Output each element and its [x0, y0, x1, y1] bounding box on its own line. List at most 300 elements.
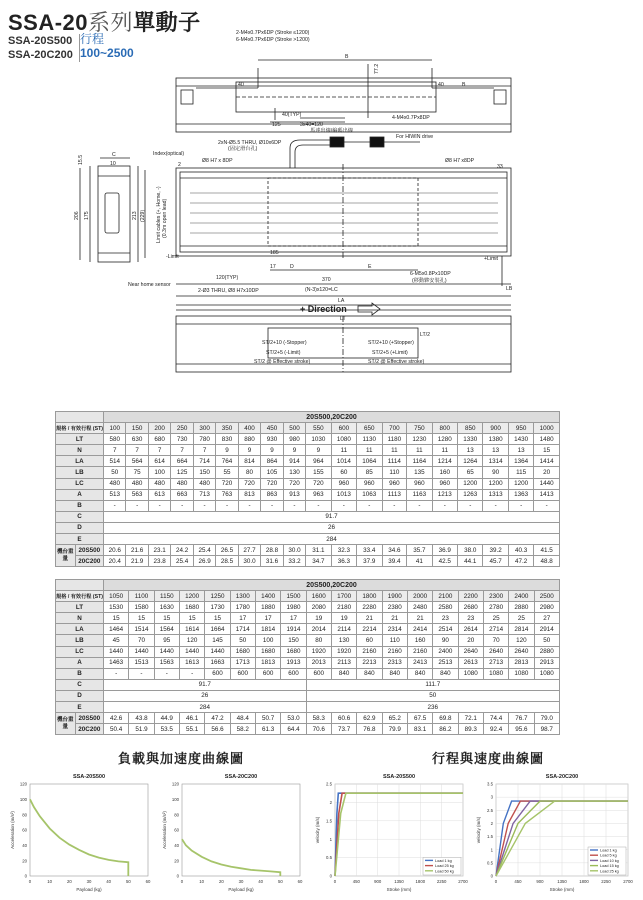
load-accel-title: 負載與加速度曲線圖	[118, 751, 245, 766]
table-cell: -	[483, 500, 508, 511]
table-row	[56, 467, 560, 478]
table-row	[56, 613, 560, 624]
m5-note-2: (移動夥安裝孔)	[412, 278, 447, 284]
table-cell: 11	[407, 445, 432, 456]
st-eff-minus: ST/2 @ Effective stroke)	[254, 359, 311, 365]
merged-cell-left: 91.7	[103, 679, 306, 690]
table-cell: 1413	[534, 489, 560, 500]
table-row	[56, 434, 560, 445]
table-cell: 15	[103, 613, 128, 624]
table-cell: 840	[331, 668, 356, 679]
table-cell: 913	[283, 489, 305, 500]
near-home-sensor-label: Near home sensor	[128, 282, 171, 288]
h7-right-note: Ø8 H7 x8DP	[445, 158, 475, 164]
table-row	[56, 657, 560, 668]
table-cell: 764	[216, 456, 238, 467]
table-cell: 23	[433, 613, 458, 624]
merged-cell: 91.7	[103, 511, 559, 522]
table-cell: 2213	[357, 657, 382, 668]
table-header-row	[56, 591, 560, 602]
table-cell: 60	[357, 635, 382, 646]
stroke-header-cell: 1900	[382, 591, 407, 602]
table-cell: -	[407, 500, 432, 511]
table-cell: 13	[483, 445, 508, 456]
x-tick-label: 20	[218, 879, 224, 884]
y-tick-label: 100	[19, 796, 27, 802]
y-axis-label: Acceleration (m/s²)	[10, 811, 15, 849]
table-cell: 21	[382, 613, 407, 624]
limit-cables-1: Limit cables (+, Home, -)	[156, 186, 162, 243]
table-cell: 15	[154, 613, 179, 624]
table-cell: 564	[126, 456, 148, 467]
row-label: E	[56, 534, 104, 545]
row-label: LA	[56, 456, 104, 467]
stroke-speed-title: 行程與速度曲線圖	[432, 751, 545, 766]
table-cell: 780	[193, 434, 215, 445]
x-tick-label: 1800	[415, 879, 426, 884]
table-cell: 680	[148, 434, 170, 445]
table-cell: 79.9	[382, 724, 407, 735]
table-cell: 830	[216, 434, 238, 445]
x-tick-label: 900	[374, 879, 382, 884]
table-cell: 1440	[534, 478, 560, 489]
dim-206: 206	[74, 211, 80, 220]
x-tick-label: 0	[333, 879, 337, 884]
y-tick-label: 2.5	[326, 781, 332, 787]
legend-entry: Load 5 kg	[600, 853, 617, 858]
table-cell: 2280	[357, 602, 382, 613]
table-cell: 2713	[483, 657, 508, 668]
y-tick-label: 40	[174, 842, 179, 848]
table-cell: 83.1	[407, 724, 432, 735]
table-cell: 1440	[179, 646, 204, 657]
table-cell: 11	[331, 445, 356, 456]
table-cell: 960	[407, 478, 432, 489]
table-cell: 80	[238, 467, 260, 478]
table-cell: 2013	[306, 657, 331, 668]
table-cell: 1630	[154, 602, 179, 613]
table-cell: 36.9	[432, 545, 457, 556]
table-cell: 56.6	[205, 724, 230, 735]
x-tick-label: 1350	[557, 879, 567, 884]
stroke-header-cell: 950	[508, 423, 533, 434]
table-cell: 160	[432, 467, 457, 478]
dim-40-right: 40	[438, 82, 444, 88]
table-cell: 1064	[357, 456, 382, 467]
table-cell: 2180	[331, 602, 356, 613]
table-cell: 35.7	[407, 545, 432, 556]
x-tick-label: 20	[66, 879, 72, 884]
table-cell: 65	[458, 467, 483, 478]
table-caption-row	[56, 412, 560, 423]
table-cell: 72.1	[458, 713, 483, 724]
table-cell: 2114	[331, 624, 356, 635]
table-cell: 1380	[483, 434, 508, 445]
table-cell: 17	[230, 613, 255, 624]
table-cell: 50	[534, 635, 559, 646]
table-cell: 614	[148, 456, 170, 467]
chart-title: SSA-20C200	[224, 774, 258, 780]
legend-entry: Load 15 kg	[600, 864, 619, 869]
row-label: LT	[56, 602, 104, 613]
table-cell: 1200	[483, 478, 508, 489]
stroke-header-cell: 1500	[281, 591, 306, 602]
stroke-header-cell: 2400	[509, 591, 534, 602]
stroke-header-cell: 1400	[255, 591, 280, 602]
table-cell: 1440	[103, 646, 128, 657]
table-cell: 67.5	[407, 713, 432, 724]
table-cell: 79.0	[534, 713, 559, 724]
table-cell: 9	[306, 445, 331, 456]
table-row	[56, 724, 560, 735]
table-cell: 814	[238, 456, 260, 467]
table-cell: 24.2	[171, 545, 193, 556]
table-cell: 45.7	[483, 556, 508, 567]
x-tick-label: 1350	[394, 879, 404, 884]
stroke-header-cell: 150	[126, 423, 148, 434]
caption-spacer	[56, 580, 104, 591]
table-cell: 563	[126, 489, 148, 500]
table-cell: 1680	[281, 646, 306, 657]
table-cell: 963	[306, 489, 331, 500]
stroke-header-cell: 1800	[357, 591, 382, 602]
stroke-header-cell: 550	[306, 423, 331, 434]
stroke-header-cell: 750	[407, 423, 432, 434]
table-cell: 1263	[458, 489, 483, 500]
table-cell: 2980	[534, 602, 559, 613]
dim-213: 213	[132, 211, 138, 220]
table-cell: -	[171, 500, 193, 511]
table-cell: 69.8	[433, 713, 458, 724]
table-cell: 25	[483, 613, 508, 624]
row-label: D	[56, 690, 104, 701]
table-cell: 28.8	[261, 545, 283, 556]
table-cell: 1013	[331, 489, 356, 500]
y-tick-label: 0	[490, 873, 493, 879]
table-cell: 2914	[534, 624, 559, 635]
table-row	[56, 690, 560, 701]
spec-table-2	[55, 579, 560, 735]
table-cell: 31.1	[306, 545, 331, 556]
table-cell: 39.4	[382, 556, 407, 567]
weight-model-label: 20S500	[75, 713, 103, 724]
table-cell: 30.0	[238, 556, 260, 567]
table-cell: 1414	[534, 456, 560, 467]
table-cell: 600	[255, 668, 280, 679]
table-cell: 480	[148, 478, 170, 489]
table-cell: -	[261, 500, 283, 511]
table-cell: 2580	[433, 602, 458, 613]
table-cell: 1313	[483, 489, 508, 500]
table-cell: 21	[357, 613, 382, 624]
technical-drawing	[0, 28, 643, 393]
series-name: SSA-20	[8, 10, 89, 35]
table-cell: 730	[171, 434, 193, 445]
table-cell: 120	[509, 635, 534, 646]
row-label: C	[56, 511, 104, 522]
table-cell: 2413	[407, 657, 432, 668]
y-tick-label: 1	[490, 847, 493, 853]
table-cell: 813	[238, 489, 260, 500]
x-tick-label: 900	[536, 879, 544, 884]
y-tick-label: 2	[490, 821, 493, 827]
table-cell: 90	[483, 467, 508, 478]
table-cell: -	[306, 500, 331, 511]
limit-cables-2: (0.3m open lead)	[162, 198, 168, 238]
table-cell: 62.9	[357, 713, 382, 724]
table-cell: 13	[458, 445, 483, 456]
table-cell: 2313	[382, 657, 407, 668]
table-cell: 880	[238, 434, 260, 445]
table-cell: 1113	[382, 489, 407, 500]
st-limit-minus: ST/2+5 (-Limit)	[266, 350, 301, 356]
table-cell: 1114	[382, 456, 407, 467]
x-tick-label: 2700	[458, 879, 468, 884]
table-cell: 1200	[458, 478, 483, 489]
table-cell: 50.4	[103, 724, 128, 735]
table-cell: 914	[283, 456, 305, 467]
dim-15-5: 15.5	[78, 154, 84, 165]
table-cell: -	[103, 500, 125, 511]
y-tick-label: 20	[22, 858, 27, 864]
table-cell: 1713	[230, 657, 255, 668]
table-cell: -	[458, 500, 483, 511]
x-tick-label: 10	[47, 879, 53, 884]
table-cell: 40.3	[508, 545, 533, 556]
y-tick-label: 100	[171, 796, 179, 802]
stroke-header-cell: 300	[193, 423, 215, 434]
dim-120-typ: 120(TYP)	[216, 275, 239, 281]
table-cell: 19	[306, 613, 331, 624]
row-label: D	[56, 522, 104, 533]
table-cell: 2640	[458, 646, 483, 657]
table-cell: 1214	[432, 456, 457, 467]
table-cell: 13	[508, 445, 533, 456]
stroke-header-cell: 700	[382, 423, 407, 434]
table-cell: 1614	[179, 624, 204, 635]
y-axis-label: Acceleration (m/s²)	[162, 811, 167, 849]
table-cell: 47.2	[508, 556, 533, 567]
table-cell: 840	[433, 668, 458, 679]
table-cell: 70.6	[306, 724, 331, 735]
table-cell: 1680	[230, 646, 255, 657]
table-cell: 15	[129, 613, 154, 624]
table-cell: 2514	[433, 624, 458, 635]
table-cell: 1814	[255, 624, 280, 635]
weight-model-label: 20S500	[75, 545, 103, 556]
stroke-label: 行程	[80, 32, 105, 46]
table-cell: 41	[407, 556, 432, 567]
table-cell: 2414	[407, 624, 432, 635]
table-cell: 19	[331, 613, 356, 624]
y-tick-label: 2.5	[487, 807, 493, 813]
table-cell: 2513	[433, 657, 458, 668]
table-cell: 25.4	[171, 556, 193, 567]
table-cell: 1314	[483, 456, 508, 467]
table-cell: 1813	[255, 657, 280, 668]
table-cell: 26.5	[216, 545, 238, 556]
table-cell: 1080	[331, 434, 356, 445]
table-cell: 864	[261, 456, 283, 467]
stroke-header-cell: 200	[148, 423, 170, 434]
x-tick-label: 30	[238, 879, 244, 884]
table-cell: -	[126, 500, 148, 511]
table-cell: 1163	[407, 489, 432, 500]
table-cell: 92.4	[483, 724, 508, 735]
table-cell: 21	[407, 613, 432, 624]
merged-cell-right: 236	[306, 702, 559, 713]
legend-entry: Load 50 kg	[435, 869, 454, 874]
table-cell: 86.2	[433, 724, 458, 735]
y-tick-label: 0	[176, 873, 179, 879]
table-cell: -	[357, 500, 382, 511]
table-cell: 27	[534, 613, 559, 624]
table-cell: 15	[205, 613, 230, 624]
table-cell: -	[193, 500, 215, 511]
table-cell: 2813	[509, 657, 534, 668]
merged-cell: 284	[103, 534, 559, 545]
dim-40-left: 40	[238, 82, 244, 88]
table-cell: -	[216, 500, 238, 511]
stroke-header-cell: 1150	[154, 591, 179, 602]
stroke-header-cell: 1250	[205, 591, 230, 602]
series-line	[182, 839, 280, 876]
table-cell: 1613	[179, 657, 204, 668]
table-cell: -	[129, 668, 154, 679]
table-cell: 2614	[458, 624, 483, 635]
table-row	[56, 602, 560, 613]
dim-185: 185	[270, 250, 279, 256]
table-cell: 20	[458, 635, 483, 646]
x-tick-label: 50	[277, 879, 283, 884]
table-cell: 32.3	[331, 545, 356, 556]
stroke-header-cell: 2100	[433, 591, 458, 602]
table-cell: 960	[432, 478, 457, 489]
table-cell: 1180	[382, 434, 407, 445]
table-cell: 11	[357, 445, 382, 456]
table-cell: 720	[306, 478, 331, 489]
top-callout-2: 6-M4x0.7Px6DP (Stroke >1200)	[236, 37, 310, 43]
table-row	[56, 545, 560, 556]
table-cell: 75	[126, 467, 148, 478]
table-cell: 1680	[179, 602, 204, 613]
y-tick-label: 0.5	[487, 860, 493, 866]
dim-la: LA	[338, 298, 345, 304]
table-cell: 23.1	[148, 545, 170, 556]
y-tick-label: 1.5	[487, 834, 493, 840]
row-label: C	[56, 679, 104, 690]
weight-group-label: 機台重量	[56, 713, 76, 735]
table-cell: 58.3	[306, 713, 331, 724]
table-cell: 9	[261, 445, 283, 456]
y-tick-label: 3.5	[487, 781, 493, 787]
dim-33: 33	[497, 164, 503, 170]
x-axis-label: Payload (kg)	[76, 887, 102, 892]
y-tick-label: 120	[19, 781, 27, 787]
table-cell: 1714	[230, 624, 255, 635]
table-cell: 1780	[230, 602, 255, 613]
table-cell: 23.8	[148, 556, 170, 567]
table-cell: -	[103, 668, 128, 679]
y-tick-label: 80	[22, 812, 27, 818]
table-cell: 135	[407, 467, 432, 478]
table-cell: 1014	[331, 456, 356, 467]
table-cell: 2080	[306, 602, 331, 613]
dim-229: (229)	[140, 209, 146, 222]
table-cell: 53.5	[154, 724, 179, 735]
stroke-header-cell: 1050	[103, 591, 128, 602]
x-tick-label: 2250	[601, 879, 611, 884]
table-cell: 1440	[129, 646, 154, 657]
hiwin-drive-note: For HIWIN drive	[396, 134, 434, 140]
table-cell: 7	[103, 445, 125, 456]
table-cell: 89.3	[458, 724, 483, 735]
table-cell: 25	[509, 613, 534, 624]
table-cell: 1680	[255, 646, 280, 657]
table-cell: 1264	[458, 456, 483, 467]
stroke-header-label: 規格 / 有效行程 (ST)	[56, 423, 104, 434]
table-cell: 613	[148, 489, 170, 500]
table-cell: 480	[126, 478, 148, 489]
table-cell: 480	[171, 478, 193, 489]
m5-note-1: 6-M5x0.8Px10DP	[410, 271, 451, 277]
table-cell: 2640	[483, 646, 508, 657]
table-cell: 38.0	[458, 545, 483, 556]
table-cell: 100	[148, 467, 170, 478]
stroke-header-cell: 1600	[306, 591, 331, 602]
st-eff-plus: ST/2 @ Effective stroke)	[368, 359, 425, 365]
table-cell: 150	[281, 635, 306, 646]
table-cell: 1530	[103, 602, 128, 613]
row-label: LA	[56, 624, 104, 635]
weight-group-label: 機台重量	[56, 545, 76, 567]
table-cell: 76.7	[509, 713, 534, 724]
table-cell: 480	[103, 478, 125, 489]
y-axis-label: velocity (m/s)	[476, 816, 481, 844]
table-cell: 48.8	[534, 556, 560, 567]
table-cell: 664	[171, 456, 193, 467]
table-cell: 120	[179, 635, 204, 646]
dim-2: 2	[178, 162, 181, 168]
merged-cell-right: 111.7	[306, 679, 559, 690]
stroke-header-cell: 600	[331, 423, 356, 434]
chart-title: SSA-20S500	[72, 774, 106, 780]
table-cell: 30.0	[283, 545, 305, 556]
table-cell: 130	[331, 635, 356, 646]
table-cell: 1364	[508, 456, 533, 467]
weight-model-label: 20C200	[75, 724, 103, 735]
table-cell: -	[534, 500, 560, 511]
table-row	[56, 556, 560, 567]
table-caption: 20S500,20C200	[103, 412, 559, 423]
y-tick-label: 1.5	[326, 818, 332, 824]
table-cell: 73.7	[331, 724, 356, 735]
table-cell: 1480	[534, 434, 560, 445]
table-row	[56, 478, 560, 489]
table-cell: 2314	[382, 624, 407, 635]
minus-limit-label: -Limit	[166, 254, 179, 260]
stroke-header-cell: 450	[261, 423, 283, 434]
table-cell: 663	[171, 489, 193, 500]
stroke-header-cell: 850	[458, 423, 483, 434]
merged-cell-right: 50	[306, 690, 559, 701]
row-label: E	[56, 702, 104, 713]
table-cell: 60.6	[331, 713, 356, 724]
table-cell: 2014	[306, 624, 331, 635]
table-cell: 840	[382, 668, 407, 679]
dim-e: E	[368, 264, 372, 270]
index-optical-label: Index(optical)	[153, 151, 185, 157]
